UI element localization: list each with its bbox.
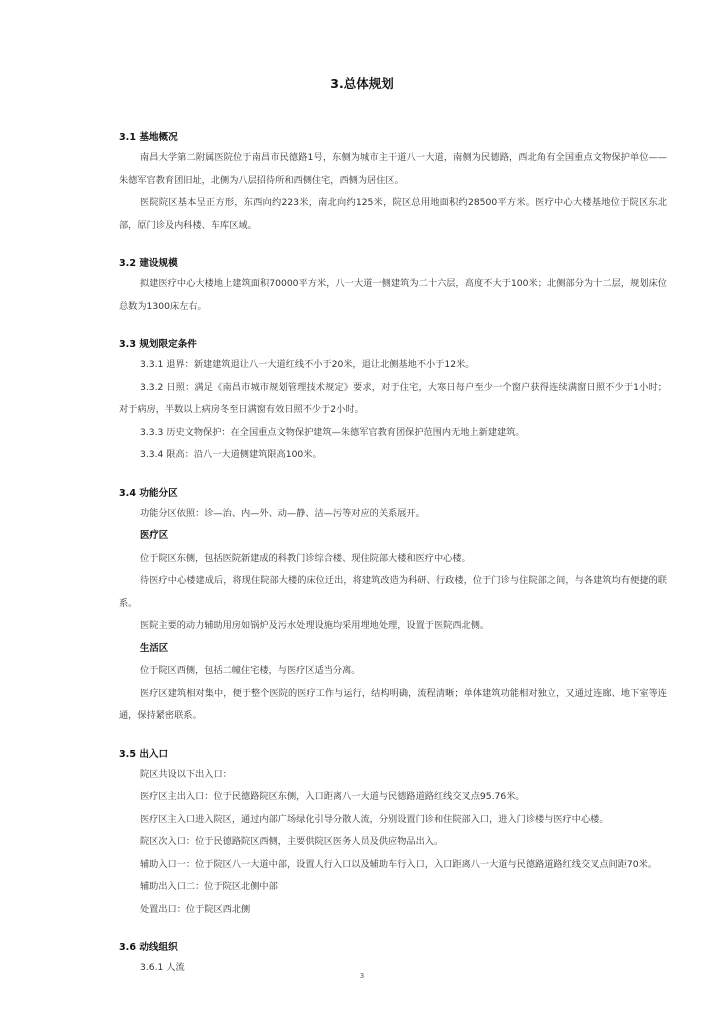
subheading-living-zone: 生活区	[140, 642, 169, 654]
document-body	[119, 128, 667, 980]
paragraph: 医疗区主入口进入院区，通过内部广场绿化引导分散人流，分别设置门诊和住院部入口，进入门诊楼与医疗中心楼。	[140, 813, 609, 825]
section-entrances	[119, 745, 667, 922]
section-gap	[119, 237, 667, 254]
paragraph: 位于院区西侧，包括二幢住宅楼，与医疗区适当分离。	[140, 665, 361, 676]
section-heading: 3.4 功能分区	[119, 487, 178, 499]
paragraph: 院区共设以下出入口：	[140, 768, 232, 780]
paragraph: 南昌大学第二附属医院位于南昌市民德路1号，东侧为城市主干道八一大道，南侧为民德路，西北角有全国重点文物保护单位——朱德军官教育团旧址，北侧为八层招待所和西侧住宅，西侧为居住区。	[119, 152, 667, 186]
paragraph: 医疗区建筑相对集中，便于整个医院的医疗工作与运行，结构明确，流程清晰；单体建筑功能相对独立，又通过连廊、地下室等连通，保持紧密联系。	[119, 687, 667, 721]
paragraph: 功能分区依照：诊—治、内—外、动—静、洁—污等对应的关系展开。	[140, 507, 425, 519]
paragraph: 医疗区主出入口：位于民德路院区东侧，入口距离八一大道与民德路道路红线交叉点95.76米。	[140, 791, 525, 802]
page-number: 3	[359, 972, 365, 980]
paragraph: 3.6.1 人流	[140, 962, 185, 973]
paragraph: 辅助入口一：位于院区八一大道中部，设置人行入口以及辅助车行入口，入口距离八一大道与民德路道路红线交叉点间距70米。	[140, 858, 658, 870]
section-construction-scale	[119, 254, 667, 318]
section-planning-constraints	[119, 335, 667, 467]
paragraph: 处置出口：位于院区西北侧	[140, 903, 251, 915]
page-title: 3.总体规划	[330, 76, 394, 91]
section-gap	[119, 467, 667, 484]
paragraph: 院区次入口：位于民德路院区西侧，主要供院区医务人员及供应物品出入。	[140, 836, 444, 847]
section-gap	[119, 921, 667, 938]
paragraph: 3.3.4 限高：沿八一大道侧建筑限高100米。	[140, 449, 322, 460]
paragraph: 辅助出入口二：位于院区北侧中部	[140, 881, 278, 892]
paragraph: 待医疗中心楼建成后，将现住院部大楼的床位迁出，将建筑改造为科研、行政楼，位于门诊与住院部之间，与各建筑均有便捷的联系。	[119, 575, 667, 609]
paragraph: 3.3.3 历史文物保护：在全国重点文物保护建筑—朱德军官教育团保护范围内无地上新建建筑。	[140, 426, 525, 438]
section-site-overview	[119, 128, 667, 237]
paragraph: 3.3.1 退界：新建建筑退让八一大道红线不小于20米，退让北侧基地不小于12米。	[140, 359, 475, 370]
section-heading: 3.3 规划限定条件	[119, 339, 197, 350]
paragraph: 3.3.2 日照：满足《南昌市城市规划管理技术规定》要求，对于住宅，大寒日每户至少一个窗户获得连续满窗日照不少于1小时；对于病房，半数以上病房冬至日满窗有效日照不少于2小时。	[119, 381, 667, 415]
section-heading: 3.6 动线组织	[119, 942, 178, 953]
section-functional-zoning	[119, 484, 667, 728]
paragraph: 拟建医疗中心大楼地上建筑面积70000平方米，八一大道一侧建筑为二十六层，高度不大于100米；北侧部分为十二层，规划床位总数为1300床左右。	[119, 278, 667, 312]
paragraph: 位于院区东侧，包括医院新建成的科教门诊综合楼、现住院部大楼和医疗中心楼。	[140, 552, 471, 564]
section-gap	[119, 728, 667, 745]
subheading-medical-zone: 医疗区	[140, 530, 169, 541]
section-heading: 3.5 出入口	[119, 748, 169, 760]
section-heading: 3.2 建设规模	[119, 258, 178, 269]
section-gap	[119, 318, 667, 335]
paragraph: 医院院区基本呈正方形，东西向约223米，南北向约125米，院区总用地面积约28500平方米。医疗中心大楼基地位于院区东北部，原门诊及内科楼、车库区域。	[119, 197, 667, 231]
section-heading: 3.1 基地概况	[119, 132, 178, 143]
paragraph: 医院主要的动力辅助用房如锅炉及污水处理设施均采用埋地处理，设置于医院西北侧。	[140, 620, 490, 631]
